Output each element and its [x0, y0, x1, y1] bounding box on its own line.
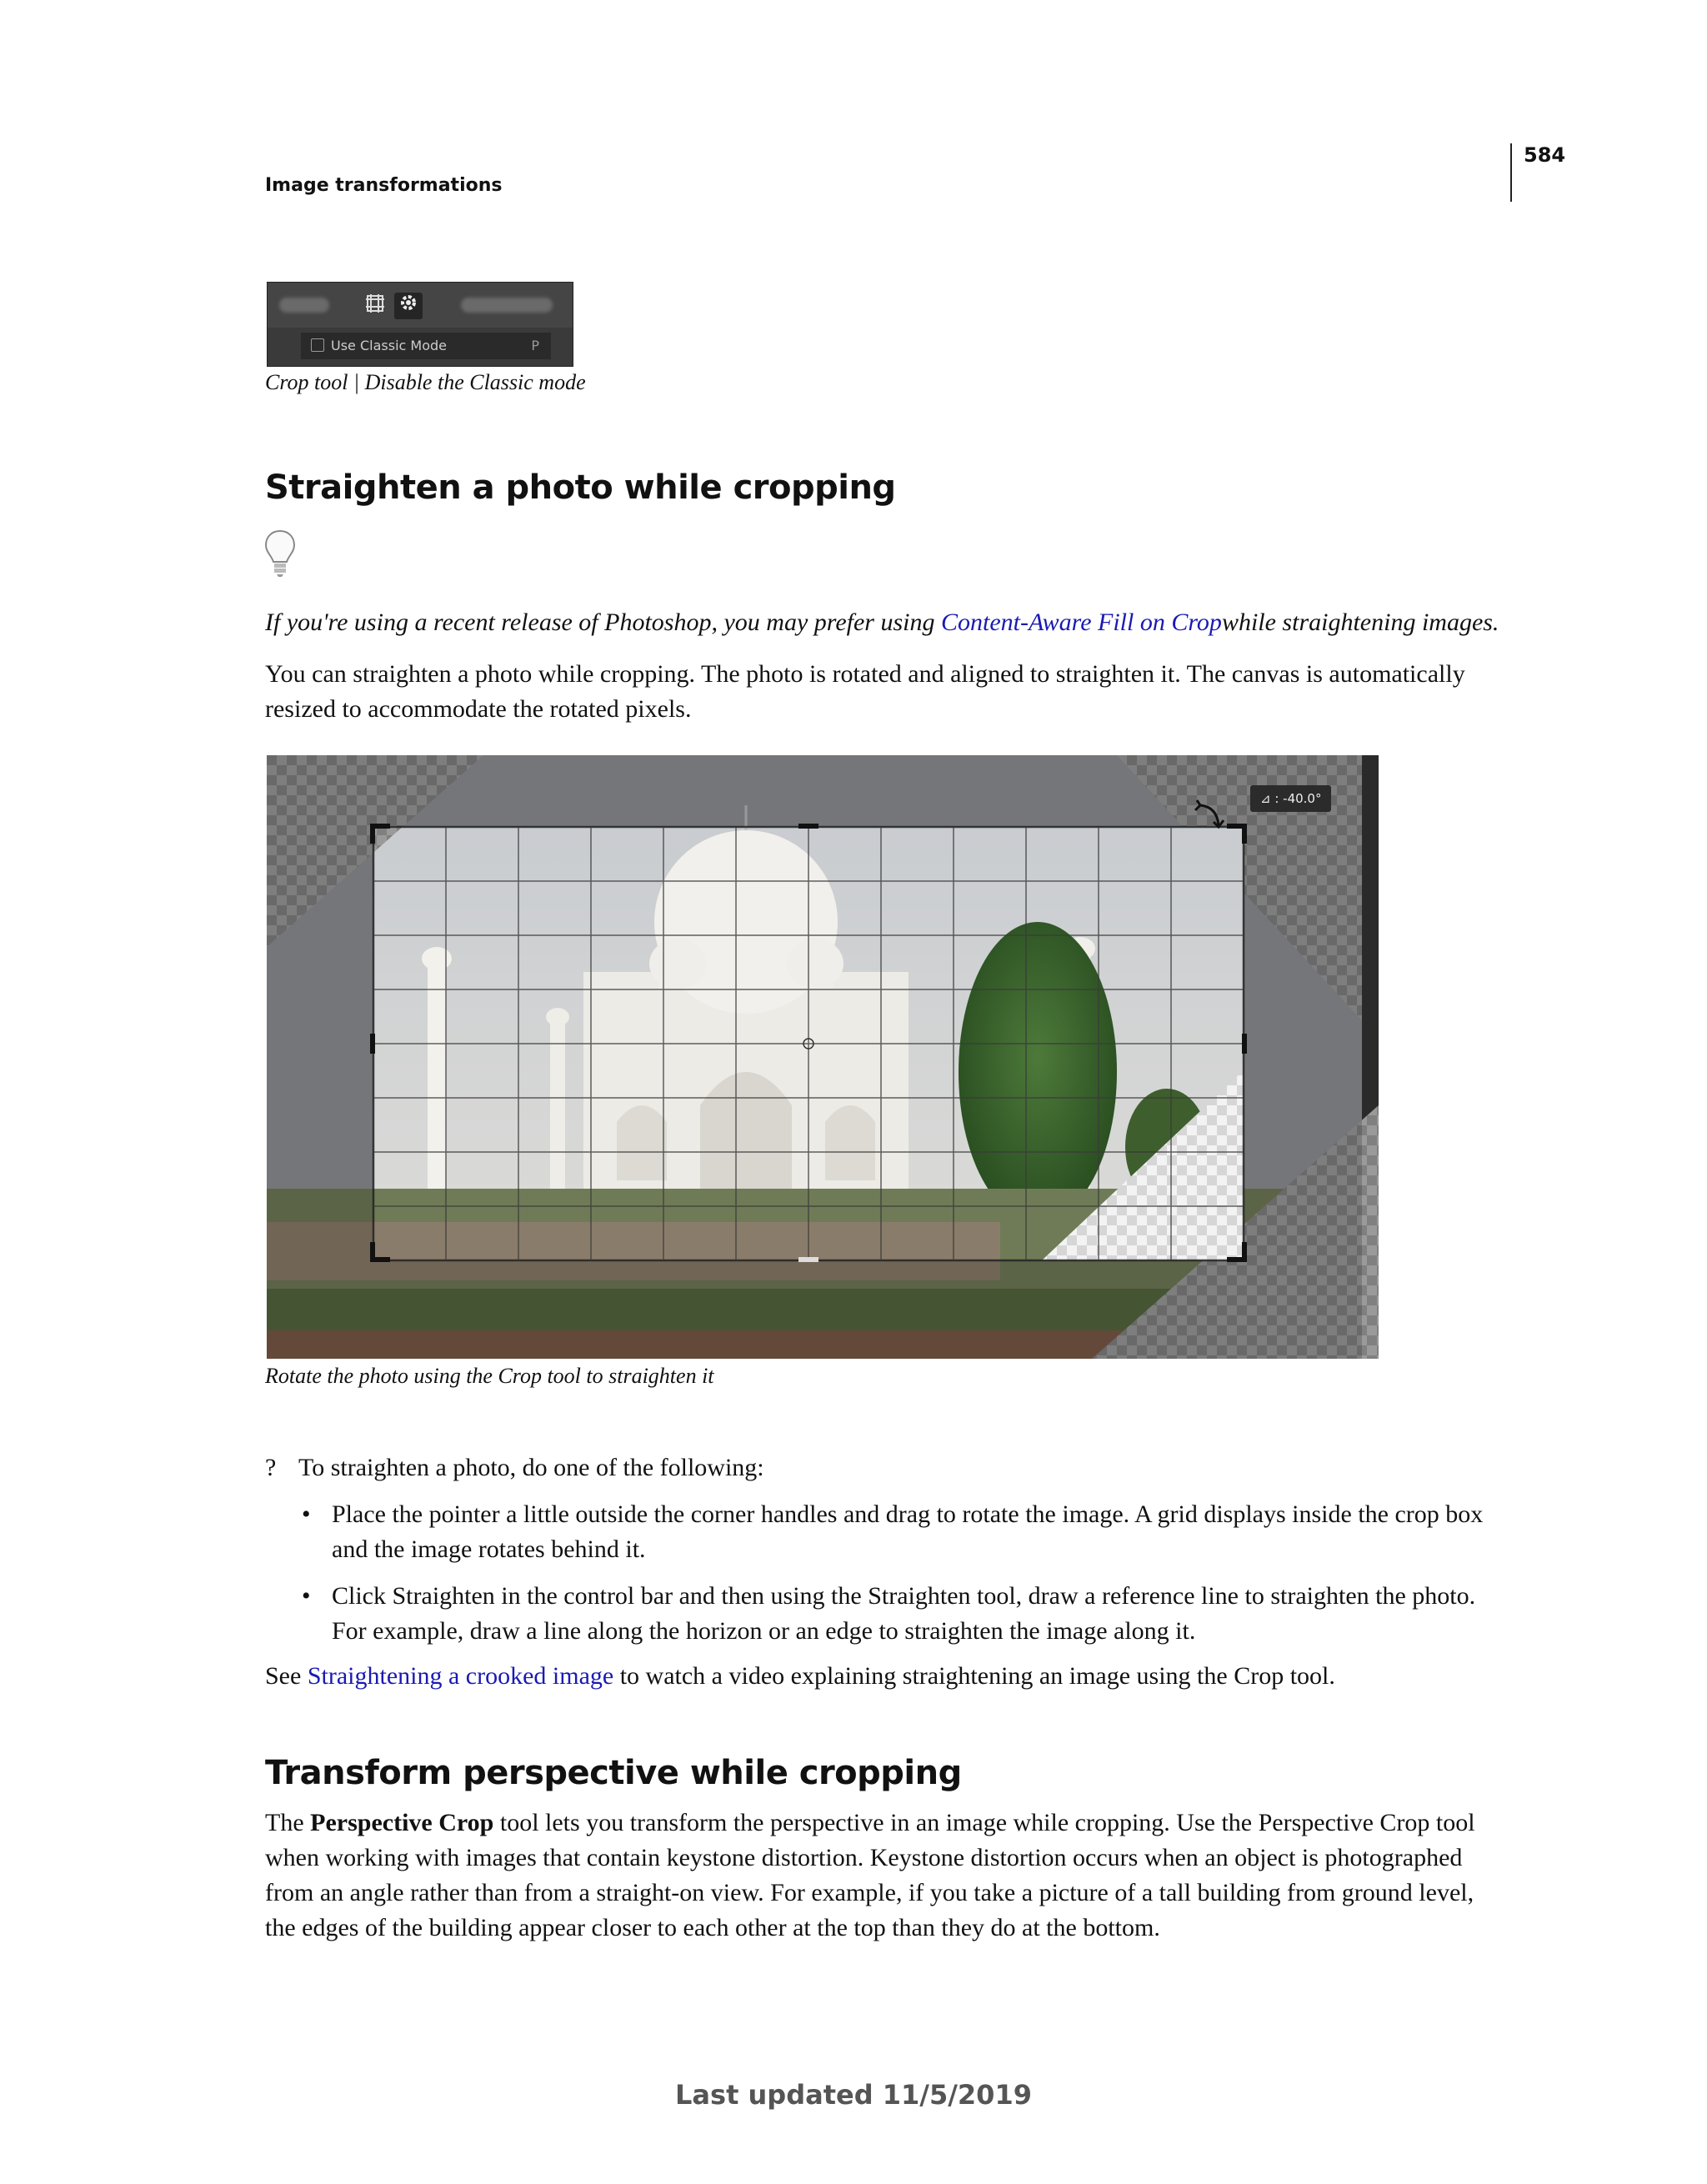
gear-icon[interactable]	[394, 293, 423, 319]
see-text-end: to watch a video explaining straightening an image using the Crop tool.	[613, 1662, 1335, 1690]
classic-mode-shortcut: P	[531, 338, 539, 353]
see-text: See	[265, 1662, 308, 1690]
control-bar	[268, 283, 573, 328]
tip-paragraph	[265, 605, 1507, 640]
step-item	[265, 1450, 1515, 1485]
perspective-crop-term: Perspective Crop	[310, 1809, 494, 1836]
header-rule	[1510, 143, 1512, 202]
classic-mode-checkbox[interactable]	[311, 338, 324, 352]
blurred-control	[279, 298, 329, 313]
page-number: 584	[1524, 143, 1566, 167]
crop-control-bar-screenshot	[267, 282, 573, 367]
straightening-video-link[interactable]: Straightening a crooked image	[307, 1662, 614, 1690]
see-video-paragraph	[265, 1659, 1515, 1694]
content-aware-fill-link[interactable]: Content-Aware Fill on Crop	[940, 609, 1222, 636]
straighten-steps	[265, 1450, 1515, 1694]
angle-readout: ⊿ : -40.0°	[1250, 785, 1331, 812]
classic-mode-label: Use Classic Mode	[331, 338, 447, 353]
bullet-dot: •	[302, 1500, 311, 1528]
perspective-text: The	[265, 1809, 311, 1836]
figure1-caption: Crop tool | Disable the Classic mode	[265, 370, 586, 394]
tip-text: If you're using a recent release of Photoshop, you may prefer using	[265, 609, 941, 636]
crop-straighten-screenshot	[267, 755, 1379, 1359]
lightbulb-icon	[263, 528, 297, 583]
intro-paragraph: You can straighten a photo while cropping. The photo is rotated and aligned to straighten it. The canvas is automatically resized to accommodate the rotated pixels.	[265, 660, 1465, 723]
section-heading-straighten: Straighten a photo while cropping	[265, 468, 896, 507]
step-lead: To straighten a photo, do one of the following:	[298, 1454, 764, 1481]
running-head: Image transformations	[265, 175, 503, 196]
tip-text-end: while straightening images.	[1221, 609, 1499, 636]
last-updated-footer: Last updated 11/5/2019	[675, 2079, 1032, 2111]
perspective-text-rest: tool lets you transform the perspective in an image while cropping. Use the Perspective Crop tool when working with images that contain keystone distortion. Keystone distortion occurs when an object is photographed from an angle rather than from a straight-on view. For example, if you take a picture of a tall building from ground level, the edges of the building appear closer to each other at the top than they do at the bottom.	[265, 1809, 1475, 1941]
bullet-item-rotate	[302, 1497, 1515, 1567]
classic-mode-menu[interactable]	[301, 333, 551, 359]
figure2-caption: Rotate the photo using the Crop tool to straighten it	[265, 1364, 714, 1388]
step-marker: ?	[265, 1454, 277, 1481]
section-heading-perspective: Transform perspective while cropping	[265, 1754, 962, 1792]
perspective-paragraph	[265, 1806, 1507, 1946]
blurred-control	[461, 298, 553, 313]
bullet-item-straighten-tool	[302, 1579, 1515, 1649]
bullet-dot: •	[302, 1582, 311, 1610]
bullet-text: Place the pointer a little outside the corner handles and drag to rotate the image. A grid displays inside the crop box and the image rotates behind it.	[332, 1500, 1484, 1563]
bullet-text: Click Straighten in the control bar and then using the Straighten tool, draw a reference line to straighten the photo. For example, draw a line along the horizon or an edge to straighten the image along it.	[332, 1582, 1476, 1645]
grid-overlay-icon[interactable]	[361, 293, 389, 319]
